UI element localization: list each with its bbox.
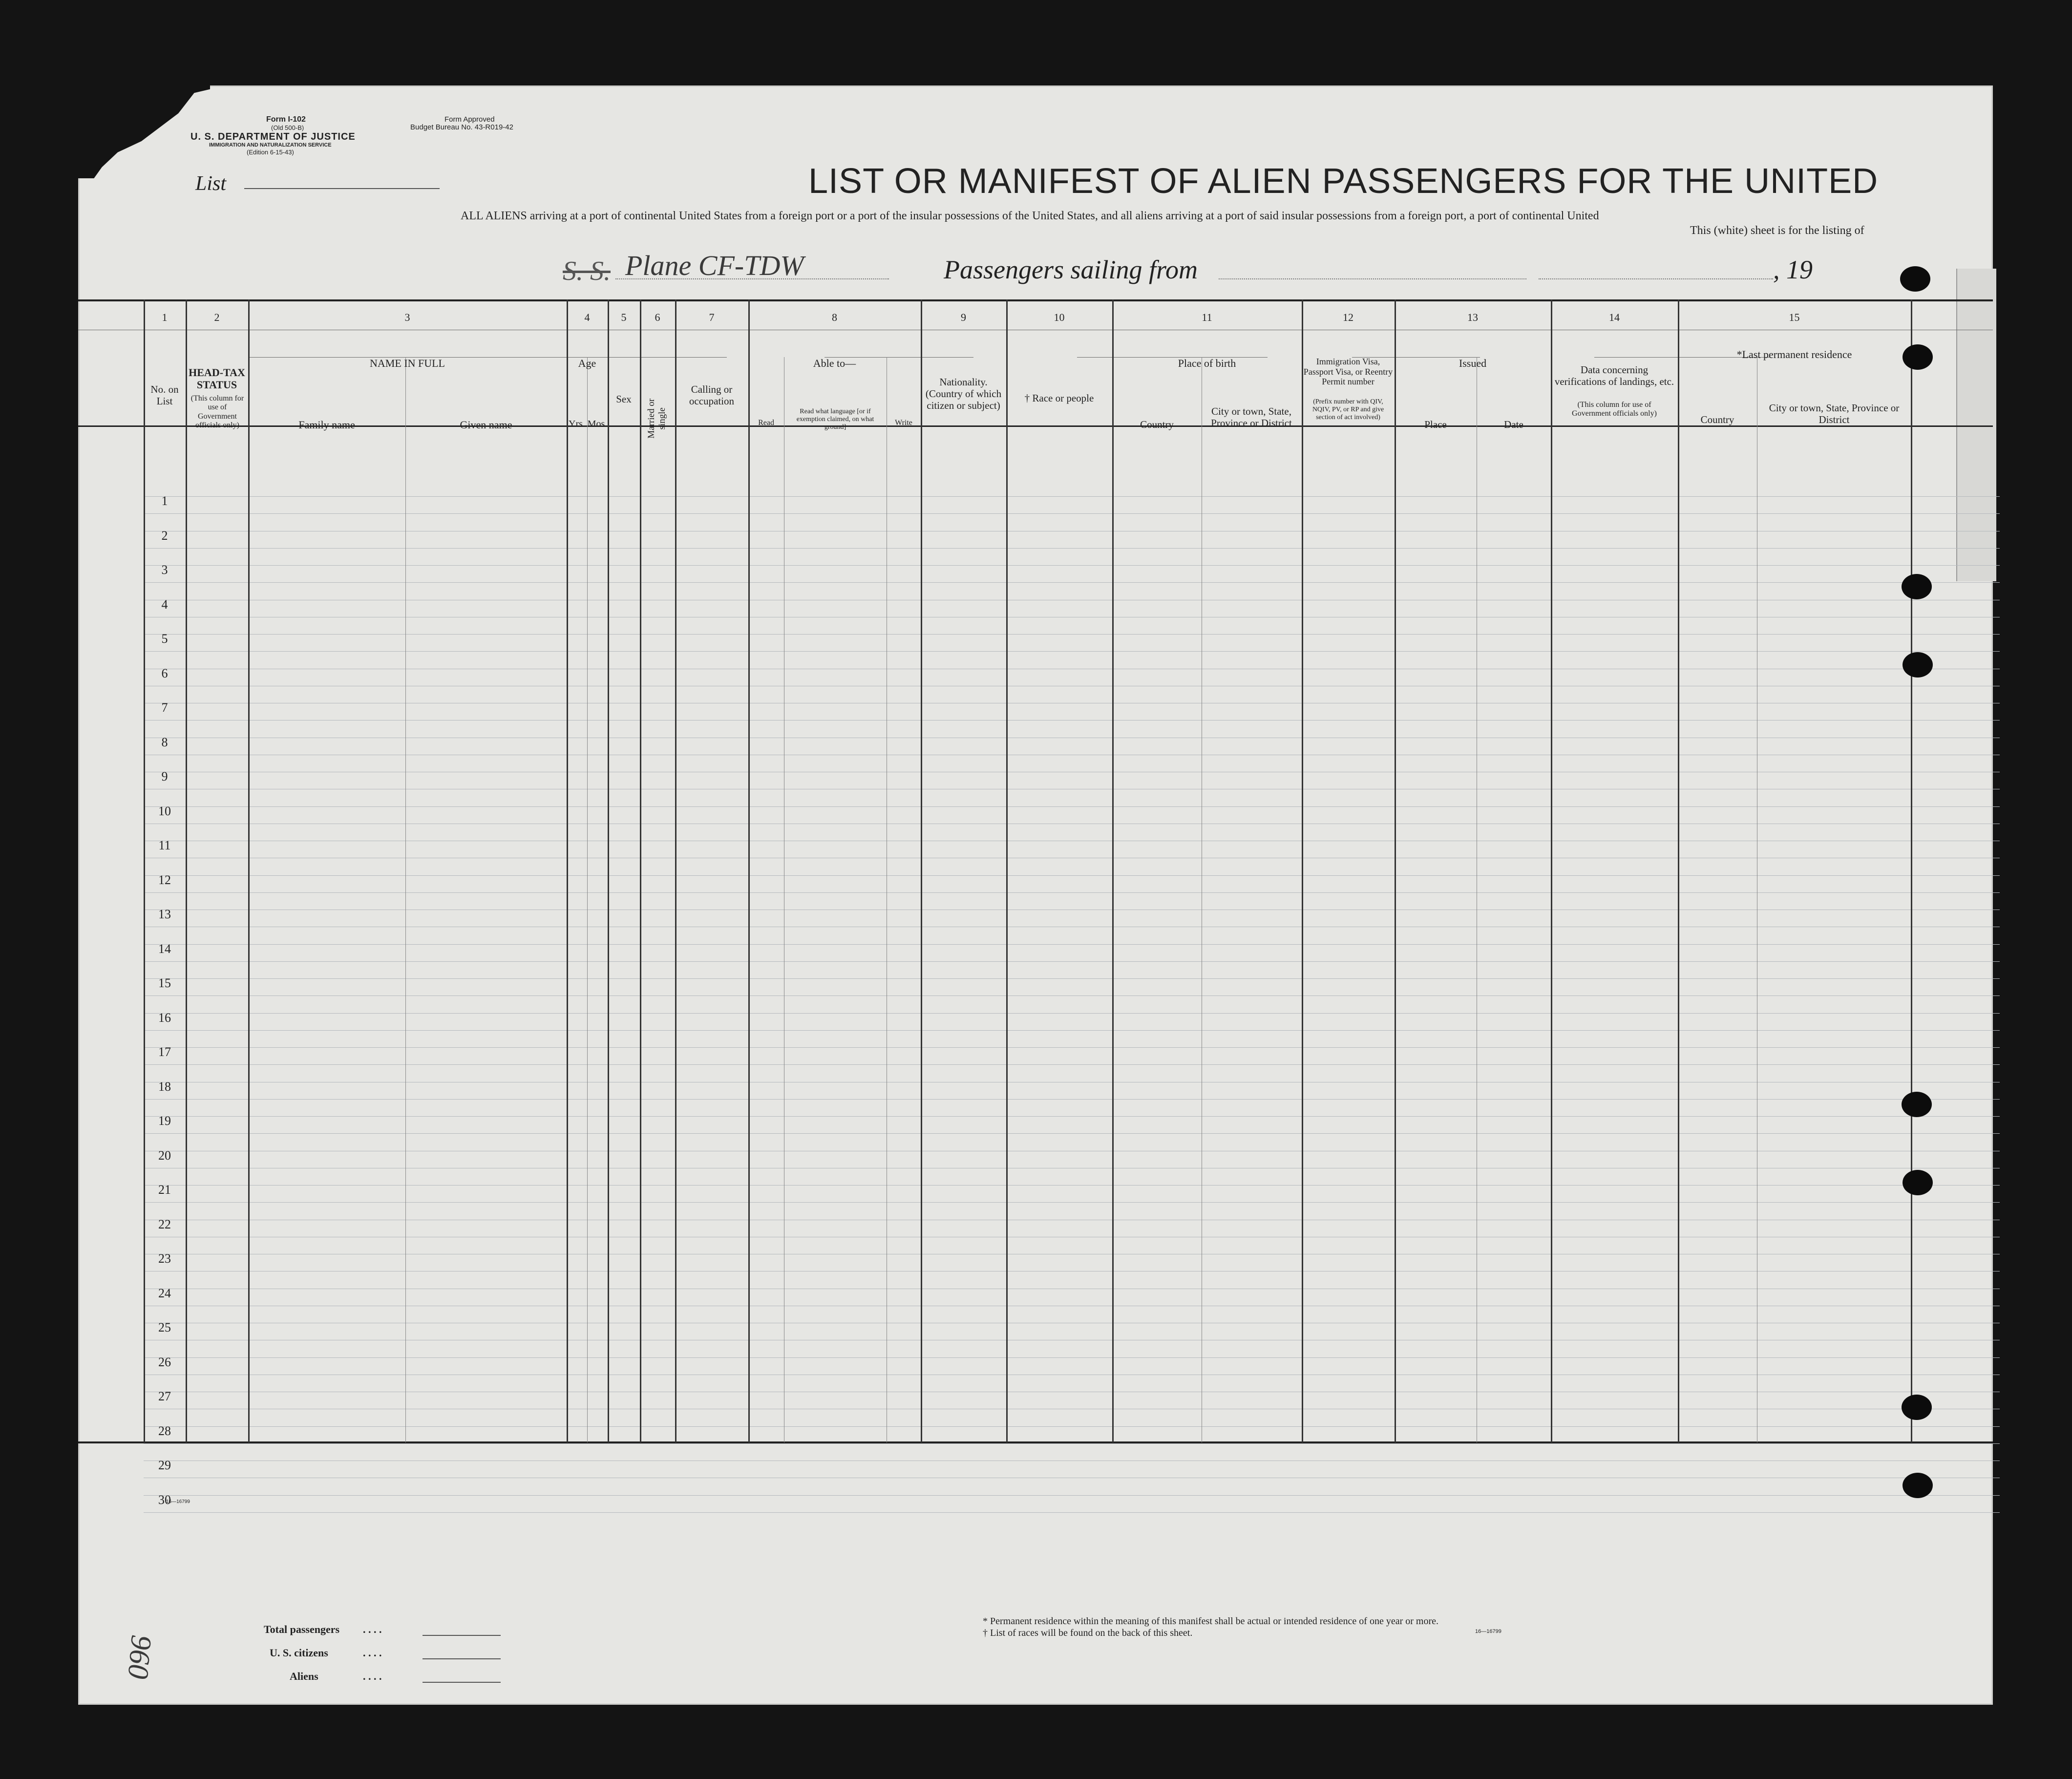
header-head-tax-note: (This column for use of Government officials only) <box>190 394 244 430</box>
header-calling-occupation: Calling or occupation <box>689 383 735 407</box>
total-passengers-line <box>423 1635 501 1636</box>
aliens-label: Aliens <box>290 1670 318 1682</box>
punch-hole <box>1902 1092 1932 1117</box>
row-rule <box>144 995 2000 996</box>
subtitle-line-1: ALL ALIENS arriving at a port of continental United States from a foreign port or a port of the insular possessions of the United States, and all aliens arriving at a port of said insular possessions from a foreign port, a port of continental United <box>461 210 1599 222</box>
form-number: Form I-102 <box>266 115 306 124</box>
row-number: 24 <box>158 1286 171 1300</box>
header-age: Age <box>578 357 596 369</box>
print-code-right: 16—16799 <box>1475 1629 1501 1634</box>
row-number: 29 <box>158 1458 171 1472</box>
row-rule <box>144 1426 2000 1427</box>
row-number: 27 <box>158 1389 171 1403</box>
col-rule-8 <box>748 299 750 1442</box>
header-no-on-list: No. on List <box>150 383 179 407</box>
us-citizens-dots: . . . . <box>363 1647 382 1659</box>
row-number: 14 <box>158 941 171 956</box>
row-rule <box>144 634 2000 635</box>
row-rule <box>144 1512 2000 1513</box>
row-number: 11 <box>158 838 171 852</box>
row-rule <box>144 582 2000 583</box>
header-place-of-birth: Place of birth <box>1178 357 1236 369</box>
row-number: 12 <box>158 872 171 887</box>
header-nationality: Nationality. (Country of which citizen or subject) <box>925 376 1002 412</box>
budget-number: Budget Bureau No. 43-R019-42 <box>410 123 513 131</box>
row-number: 4 <box>161 597 168 612</box>
row-number: 2 <box>161 528 168 543</box>
col-number-4: 4 <box>584 311 590 323</box>
row-number: 10 <box>158 804 171 818</box>
vessel-line <box>615 278 889 279</box>
row-rule <box>144 548 2000 549</box>
row-number: 15 <box>158 976 171 990</box>
ss-label: S. S. <box>563 256 611 286</box>
row-rule <box>144 1202 2000 1203</box>
passengers-sailing-label: Passengers sailing from <box>944 255 1198 284</box>
row-rule <box>144 1047 2000 1048</box>
torn-right-edge <box>1956 269 1996 581</box>
col-rule-11 <box>1112 299 1114 1442</box>
header-family-name: Family name <box>298 419 355 431</box>
col-rule-13 <box>1395 299 1396 1442</box>
aliens-line <box>423 1682 501 1683</box>
col-number-15: 15 <box>1789 311 1800 323</box>
col-rule-4a <box>587 357 588 1442</box>
col-rule-7 <box>675 299 677 1442</box>
row-number: 22 <box>158 1217 171 1231</box>
header-read: Read <box>758 419 774 427</box>
col-number-3: 3 <box>404 311 410 323</box>
row-number: 16 <box>158 1010 171 1025</box>
header-visa-number: Immigration Visa, Passport Visa, or Reentry Permit number <box>1303 357 1393 387</box>
header-given-name: Given name <box>460 419 512 431</box>
punch-hole <box>1903 652 1933 678</box>
row-number: 3 <box>161 563 168 577</box>
header-issued-place: Place <box>1424 419 1447 430</box>
col-rule-10 <box>1006 299 1008 1442</box>
total-passengers-label: Total passengers <box>264 1623 340 1635</box>
punch-hole <box>1902 574 1932 599</box>
col-rule-5 <box>608 299 609 1442</box>
punch-hole <box>1902 1395 1932 1420</box>
row-number: 23 <box>158 1251 171 1266</box>
row-number: 8 <box>161 735 168 749</box>
col-rule-3a <box>405 357 406 1442</box>
footnote-races: † List of races will be found on the back of this sheet. <box>983 1628 1193 1638</box>
row-number: 9 <box>161 769 168 784</box>
subtitle-line-2: This (white) sheet is for the listing of <box>1690 224 1864 237</box>
col-number-7: 7 <box>709 311 715 323</box>
row-rule <box>144 944 2000 945</box>
row-rule <box>144 513 2000 514</box>
row-number: 18 <box>158 1079 171 1094</box>
header-head-tax-status: HEAD-TAX STATUS <box>189 366 245 391</box>
form-title: LIST OR MANIFEST OF ALIEN PASSENGERS FOR THE UNITED <box>808 162 1879 201</box>
header-age-yrs: Yrs. <box>569 419 585 429</box>
col-rule-4 <box>567 299 568 1442</box>
year-label: , 19 <box>1773 255 1813 284</box>
row-number: 26 <box>158 1355 171 1369</box>
row-number: 13 <box>158 907 171 921</box>
col-number-12: 12 <box>1343 311 1353 323</box>
header-last-residence: *Last permanent residence <box>1736 348 1852 360</box>
col-number-11: 11 <box>1202 311 1212 323</box>
row-number: 30 <box>158 1492 171 1507</box>
header-residence-country: Country <box>1700 414 1734 425</box>
header-race-or-people: † Race or people <box>1024 392 1094 404</box>
row-rule <box>144 875 2000 876</box>
col-rule-15 <box>1678 299 1679 1442</box>
header-married-or-single: Married or single <box>646 398 667 439</box>
header-issued: Issued <box>1459 357 1487 369</box>
col-rule-2 <box>186 299 187 1442</box>
col-rule-end <box>1911 299 1912 1442</box>
departure-date-line <box>1539 278 1773 279</box>
col-rule-12 <box>1302 299 1303 1442</box>
department: U. S. DEPARTMENT OF JUSTICE <box>190 131 356 142</box>
header-name-in-full: NAME IN FULL <box>370 357 445 369</box>
row-rule <box>144 961 2000 962</box>
row-rule <box>144 1357 2000 1358</box>
col-number-6: 6 <box>655 311 660 323</box>
col-number-14: 14 <box>1609 311 1620 323</box>
row-rule <box>144 565 2000 566</box>
row-rule <box>144 1185 2000 1186</box>
header-write: Write <box>895 419 912 427</box>
row-rule <box>144 1443 2000 1444</box>
print-code-left: 16—16799 <box>166 1499 190 1504</box>
row-rule <box>144 1495 2000 1496</box>
row-number: 7 <box>161 700 168 715</box>
header-sex: Sex <box>616 393 632 405</box>
us-citizens-line <box>423 1658 501 1659</box>
able-sub-rule <box>600 357 727 358</box>
col-rule-3 <box>248 299 250 1442</box>
row-number: 28 <box>158 1423 171 1438</box>
row-number: 1 <box>161 494 168 508</box>
row-number: 6 <box>161 666 168 680</box>
footnote-permanent-residence: * Permanent residence within the meaning of this manifest shall be actual or intended residence of one year or more. <box>983 1616 1439 1627</box>
list-line <box>244 188 440 189</box>
col-number-2: 2 <box>214 311 220 323</box>
row-rule <box>144 806 2000 807</box>
aliens-dots: . . . . <box>363 1670 382 1682</box>
col-number-13: 13 <box>1467 311 1478 323</box>
col-number-1: 1 <box>162 311 168 323</box>
service: IMMIGRATION AND NATURALIZATION SERVICE <box>209 142 332 148</box>
header-birth-country: Country <box>1140 419 1174 430</box>
row-rule <box>144 892 2000 893</box>
page-number-handwritten: 960 <box>122 1633 158 1680</box>
header-birth-city: City or town, State, Province or District <box>1211 405 1292 429</box>
list-label: List <box>195 172 227 195</box>
punch-hole <box>1903 1170 1933 1195</box>
total-passengers-dots: . . . . <box>363 1623 382 1635</box>
header-issued-date: Date <box>1504 419 1523 430</box>
us-citizens-label: U. S. citizens <box>270 1647 328 1659</box>
punch-hole <box>1903 344 1933 370</box>
row-rule <box>144 1013 2000 1014</box>
col-number-8: 8 <box>832 311 837 323</box>
row-number: 20 <box>158 1148 171 1163</box>
row-rule <box>144 1133 2000 1134</box>
edition: (Edition 6-15-43) <box>247 148 294 156</box>
row-rule <box>144 1116 2000 1117</box>
form-old: (Old 500-B) <box>271 124 304 131</box>
vessel-name-handwritten: Plane CF-TDW <box>625 250 804 281</box>
header-verification-note: (This column for use of Government officials only) <box>1572 401 1657 418</box>
header-read-language: Read what language [or if exemption claimed, on what ground] <box>796 408 874 431</box>
row-rule <box>144 1064 2000 1065</box>
header-age-mos: Mos. <box>587 419 608 429</box>
form-approved: Form Approved <box>444 115 495 124</box>
col-number-9: 9 <box>961 311 966 323</box>
col-rule-14 <box>1551 299 1552 1442</box>
header-visa-note: (Prefix number with QIV, NQIV, PV, or RP and give section of act involved) <box>1312 398 1384 422</box>
departure-port-line <box>1219 278 1526 279</box>
header-residence-city: City or town, State, Province or District <box>1769 402 1900 426</box>
row-number: 19 <box>158 1114 171 1128</box>
row-number: 5 <box>161 632 168 646</box>
col-rule-9 <box>921 299 922 1442</box>
col-rule-6 <box>640 299 641 1442</box>
table-top-rule <box>78 299 1993 301</box>
row-rule <box>144 496 2000 497</box>
row-rule <box>144 1099 2000 1100</box>
row-rule <box>144 651 2000 652</box>
col-rule-1 <box>144 299 145 1442</box>
row-rule <box>144 1030 2000 1031</box>
header-verification-data: Data concerning verifications of landings, etc. <box>1554 364 1674 388</box>
row-rule <box>144 978 2000 979</box>
header-able-to: Able to— <box>813 357 856 369</box>
col-number-5: 5 <box>621 311 627 323</box>
punch-hole <box>1900 266 1930 292</box>
col-number-10: 10 <box>1054 311 1065 323</box>
manifest-sheet <box>78 85 1993 1705</box>
row-number: 17 <box>158 1045 171 1059</box>
row-number: 21 <box>158 1183 171 1197</box>
row-number: 25 <box>158 1320 171 1334</box>
punch-hole <box>1903 1473 1933 1498</box>
